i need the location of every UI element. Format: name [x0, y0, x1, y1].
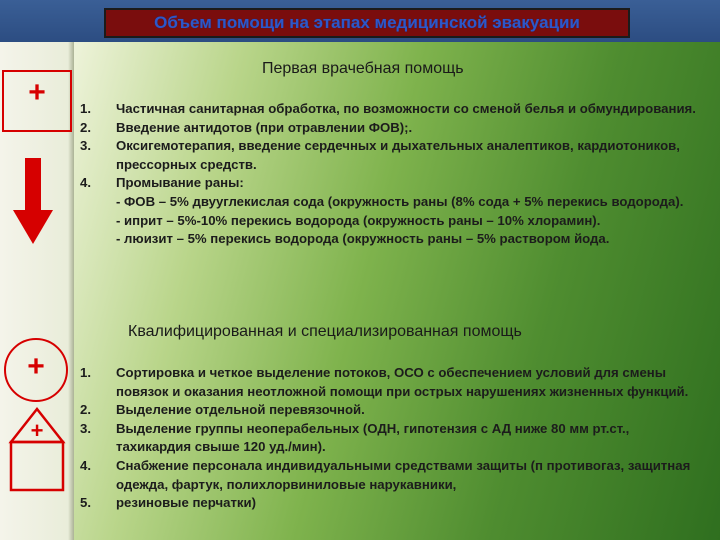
list-text: Сортировка и четкое выделение потоков, ОСО с обеспечением условий для смены повязок и оказания неотложной помощи при острых нарушениях жизненных функций. — [116, 365, 689, 399]
house-plus-icon: + — [30, 418, 44, 443]
list-text: резиновые перчатки) — [116, 495, 257, 511]
list-item — [80, 401, 706, 420]
qualified-care-list — [80, 364, 706, 513]
list-number: 4. — [80, 457, 91, 473]
section-heading-qualified-care: Квалифицированная и специализированная помощь — [128, 323, 522, 340]
list-number: 3. — [80, 420, 91, 436]
list-subtext: - люизит – 5% перекись водорода (окружность раны – 5% раствором йода. — [116, 231, 610, 247]
list-item — [80, 119, 706, 138]
plus-icon: + — [28, 76, 46, 109]
list-text: Оксигемотерапия, введение сердечных и дыхательных аналептиков, кардиотоников, прессорных средств. — [116, 138, 680, 172]
plus-icon: + — [27, 350, 45, 383]
list-number: 2. — [80, 119, 91, 135]
list-item — [80, 364, 706, 401]
list-item — [80, 137, 706, 174]
section-heading-first-aid: Первая врачебная помощь — [262, 60, 464, 77]
down-arrow-icon — [10, 158, 56, 246]
list-text: Промывание раны: — [116, 175, 244, 191]
list-text: Снабжение персонала индивидуальными средствами защиты (п противогаз, защитная одежда, фартук, полихлорвиниловые нарукавники, — [116, 457, 691, 492]
list-item — [80, 457, 706, 494]
first-aid-square-icon — [2, 70, 72, 132]
list-number: 1. — [80, 365, 91, 380]
list-number: 5. — [80, 495, 91, 511]
slide-title: Объем помощи на этапах медицинской эвакуации — [104, 8, 630, 38]
list-text: Выделение группы неоперабельных (ОДН, гипотензия с АД ниже 80 мм рт.ст., тахикардия свыше 120 уд./мин). — [116, 420, 630, 455]
list-number: 2. — [80, 402, 91, 418]
medical-circle-icon — [4, 338, 68, 402]
first-aid-list — [80, 100, 706, 249]
list-subtext: - ФОВ – 5% двууглекислая сода (окружность раны (8% сода + 5% перекись водорода). — [116, 193, 684, 209]
list-number: 1. — [80, 101, 91, 116]
list-text: Введение антидотов (при отравлении ФОВ);. — [116, 119, 413, 135]
list-item — [80, 174, 706, 248]
list-subtext: - иприт – 5%-10% перекись водорода (окружность раны – 10% хлорамин). — [116, 212, 601, 228]
list-text: Частичная санитарная обработка, по возможности со сменой белья и обмундирования. — [116, 101, 696, 116]
list-number: 4. — [80, 175, 91, 191]
list-item — [80, 420, 706, 457]
list-number: 3. — [80, 138, 91, 154]
list-item — [80, 100, 706, 119]
list-item — [80, 494, 706, 513]
list-text: Выделение отдельной перевязочной. — [116, 402, 365, 418]
